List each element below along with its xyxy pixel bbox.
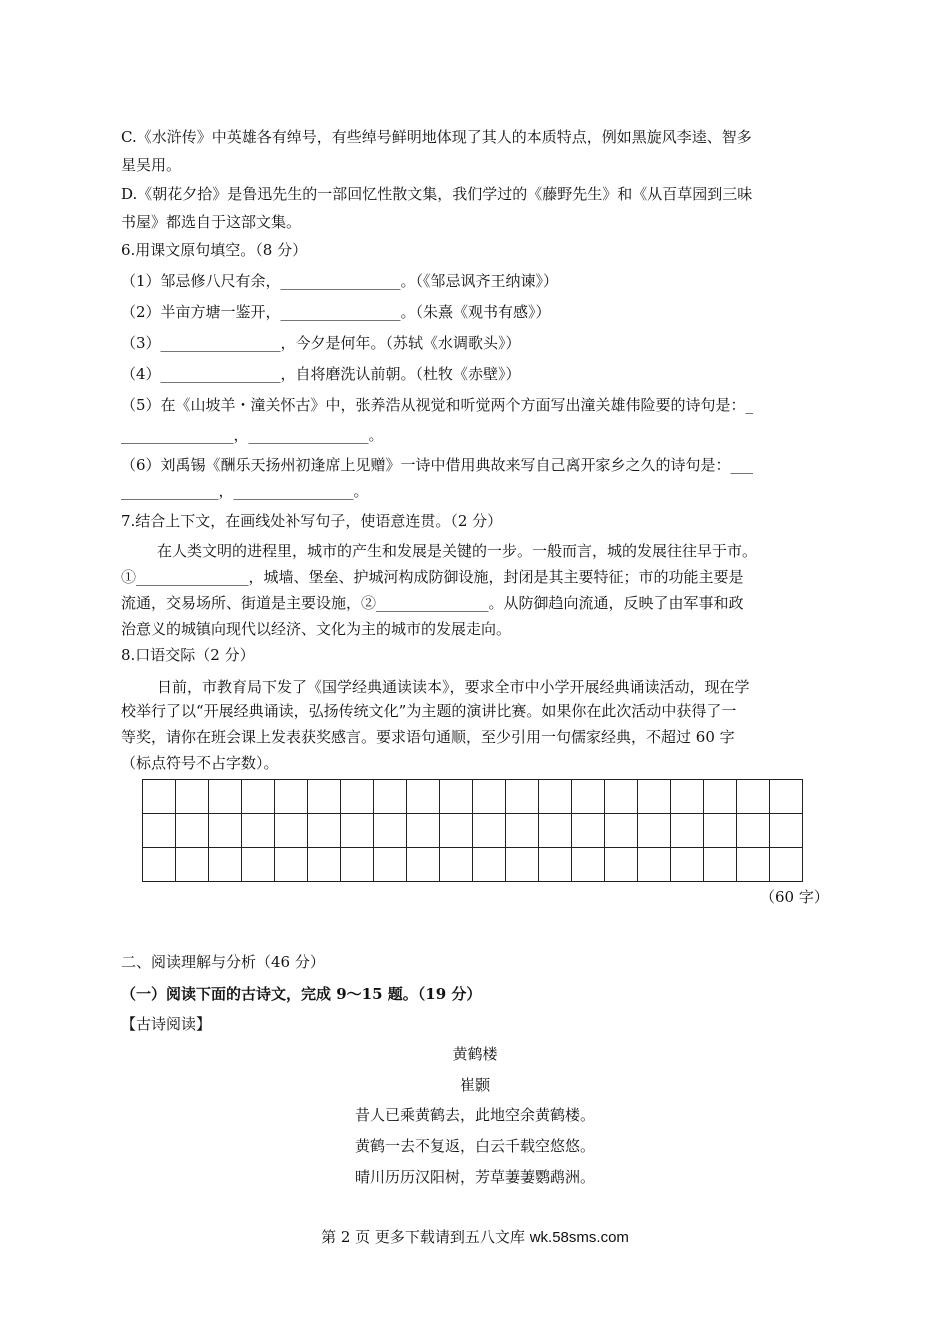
grid-cell[interactable] [473, 814, 506, 848]
grid-word-count: （60 字） [760, 888, 829, 906]
footer-text: 第 2 页 更多下载请到五八文库 [321, 1228, 525, 1246]
grid-cell[interactable] [242, 848, 275, 882]
grid-cell[interactable] [770, 814, 803, 848]
poem-title: 黄鹤楼 [452, 1045, 498, 1063]
question-7-para-line3: 流通，交易场所、街道是主要设施，②_______________。从防御趋向流通，反映了由军事和政 [121, 594, 744, 612]
grid-cell[interactable] [176, 814, 209, 848]
grid-cell[interactable] [704, 814, 737, 848]
grid-cell[interactable] [308, 848, 341, 882]
grid-cell[interactable] [506, 780, 539, 814]
question-7-title: 7.结合上下文，在画线处补写句子，使语意连贯。（2 分） [121, 512, 503, 530]
question-8-title: 8.口语交际（2 分） [121, 646, 255, 664]
grid-cell[interactable] [704, 848, 737, 882]
question-6-item-1: （1）邹忌修八尺有余，________________。（《邹忌讽齐王纳谏》） [121, 272, 559, 290]
grid-cell[interactable] [770, 780, 803, 814]
option-d-line1: D.《朝花夕拾》是鲁迅先生的一部回忆性散文集，我们学过的《藤野先生》和《从百草园到三味 [121, 185, 753, 203]
section-2-heading: 二、阅读理解与分析（46 分） [121, 953, 325, 971]
grid-cell[interactable] [605, 780, 638, 814]
grid-cell[interactable] [737, 780, 770, 814]
grid-cell[interactable] [704, 780, 737, 814]
answer-grid[interactable] [142, 779, 803, 882]
question-8-para-line1: 日前，市教育局下发了《国学经典通读读本》，要求全市中小学开展经典诵读活动，现在学 [157, 678, 750, 696]
grid-cell[interactable] [440, 814, 473, 848]
question-7-para-line2: ①_______________，城墙、堡垒、护城河构成防御设施，封闭是其主要特征；市的功能主要是 [121, 568, 744, 586]
footer-site-link[interactable]: wk.58sms.com [529, 1229, 629, 1246]
option-c-line1: C.《水浒传》中英雄各有绰号，有些绰号鲜明地体现了其人的本质特点，例如黑旋风李逵、智多 [121, 128, 752, 146]
grid-cell[interactable] [671, 780, 704, 814]
grid-cell[interactable] [539, 780, 572, 814]
grid-cell[interactable] [143, 780, 176, 814]
grid-cell[interactable] [638, 814, 671, 848]
grid-cell[interactable] [275, 848, 308, 882]
question-6-item-2: （2）半亩方塘一鉴开，________________。（朱熹《观书有感》） [121, 303, 551, 321]
grid-cell[interactable] [341, 780, 374, 814]
grid-cell[interactable] [506, 848, 539, 882]
grid-cell[interactable] [176, 848, 209, 882]
grid-cell[interactable] [176, 780, 209, 814]
poem-line-3: 晴川历历汉阳树，芳草萋萋鹦鹉洲。 [354, 1168, 595, 1186]
grid-cell[interactable] [737, 848, 770, 882]
grid-cell[interactable] [143, 848, 176, 882]
grid-cell[interactable] [539, 814, 572, 848]
grid-row [143, 780, 803, 814]
grid-cell[interactable] [275, 780, 308, 814]
grid-cell[interactable] [209, 848, 242, 882]
grid-cell[interactable] [374, 814, 407, 848]
question-7-para-line4: 治意义的城镇向现代以经济、文化为主的城市的发展走向。 [121, 620, 512, 638]
grid-cell[interactable] [242, 814, 275, 848]
grid-row [143, 814, 803, 848]
question-7-para-line1: 在人类文明的进程里，城市的产生和发展是关键的一步。一般而言，城的发展往往早于市。 [157, 542, 758, 560]
option-c-line2: 星吴用。 [121, 156, 182, 174]
option-d-line2: 书屋》都选自于这部文集。 [121, 213, 302, 231]
page-footer [0, 1227, 950, 1248]
grid-cell[interactable] [440, 780, 473, 814]
grid-row [143, 848, 803, 882]
poem-line-1: 昔人已乘黄鹤去，此地空余黄鹤楼。 [354, 1106, 595, 1124]
question-8-para-line3: 等奖，请你在班会课上发表获奖感言。要求语句通顺，至少引用一句儒家经典，不超过 60 字 [121, 728, 735, 746]
poem-author: 崔颢 [459, 1076, 490, 1094]
grid-cell[interactable] [737, 814, 770, 848]
grid-cell[interactable] [143, 814, 176, 848]
grid-cell[interactable] [209, 780, 242, 814]
grid-cell[interactable] [539, 848, 572, 882]
question-6-title: 6.用课文原句填空。（8 分） [121, 241, 308, 259]
question-6-item-6: （6）刘禹锡《酬乐天扬州初逢席上见赠》一诗中借用典故来写自己离开家乡之久的诗句是：___ [121, 456, 754, 474]
grid-cell[interactable] [605, 814, 638, 848]
question-6-item-5-blanks: _______________，________________。 [121, 426, 384, 444]
grid-cell[interactable] [671, 848, 704, 882]
grid-cell[interactable] [638, 848, 671, 882]
question-8-para-line2: 校举行了以“开展经典诵读，弘扬传统文化”为主题的演讲比赛。如果你在此次活动中获得了一 [121, 702, 737, 720]
grid-cell[interactable] [374, 848, 407, 882]
grid-cell[interactable] [374, 780, 407, 814]
grid-cell[interactable] [308, 814, 341, 848]
grid-cell[interactable] [572, 814, 605, 848]
grid-cell[interactable] [671, 814, 704, 848]
grid-cell[interactable] [242, 780, 275, 814]
grid-cell[interactable] [308, 780, 341, 814]
question-6-item-3: （3）________________，今夕是何年。（苏轼《水调歌头》） [121, 334, 521, 352]
poem-label: 【古诗阅读】 [121, 1015, 212, 1033]
grid-cell[interactable] [341, 848, 374, 882]
grid-cell[interactable] [407, 780, 440, 814]
grid-cell[interactable] [275, 814, 308, 848]
grid-cell[interactable] [341, 814, 374, 848]
grid-cell[interactable] [440, 848, 473, 882]
question-6-item-4: （4）________________，自将磨洗认前朝。（杜牧《赤壁》） [121, 365, 521, 383]
question-8-para-line4: （标点符号不占字数）。 [121, 754, 279, 772]
question-6-item-6-blanks: _____________，________________。 [121, 482, 369, 500]
grid-cell[interactable] [407, 848, 440, 882]
grid-cell[interactable] [572, 780, 605, 814]
poem-line-2: 黄鹤一去不复返，白云千载空悠悠。 [354, 1137, 595, 1155]
grid-cell[interactable] [407, 814, 440, 848]
grid-cell[interactable] [473, 780, 506, 814]
grid-cell[interactable] [605, 848, 638, 882]
grid-cell[interactable] [473, 848, 506, 882]
grid-cell[interactable] [638, 780, 671, 814]
part-1-heading: （一）阅读下面的古诗文，完成 9～15 题。（19 分） [121, 985, 482, 1003]
grid-cell[interactable] [209, 814, 242, 848]
grid-cell[interactable] [506, 814, 539, 848]
grid-cell[interactable] [572, 848, 605, 882]
grid-cell[interactable] [770, 848, 803, 882]
question-6-item-5: （5）在《山坡羊・潼关怀古》中，张养浩从视觉和听觉两个方面写出潼关雄伟险要的诗句是：_ [121, 396, 754, 414]
